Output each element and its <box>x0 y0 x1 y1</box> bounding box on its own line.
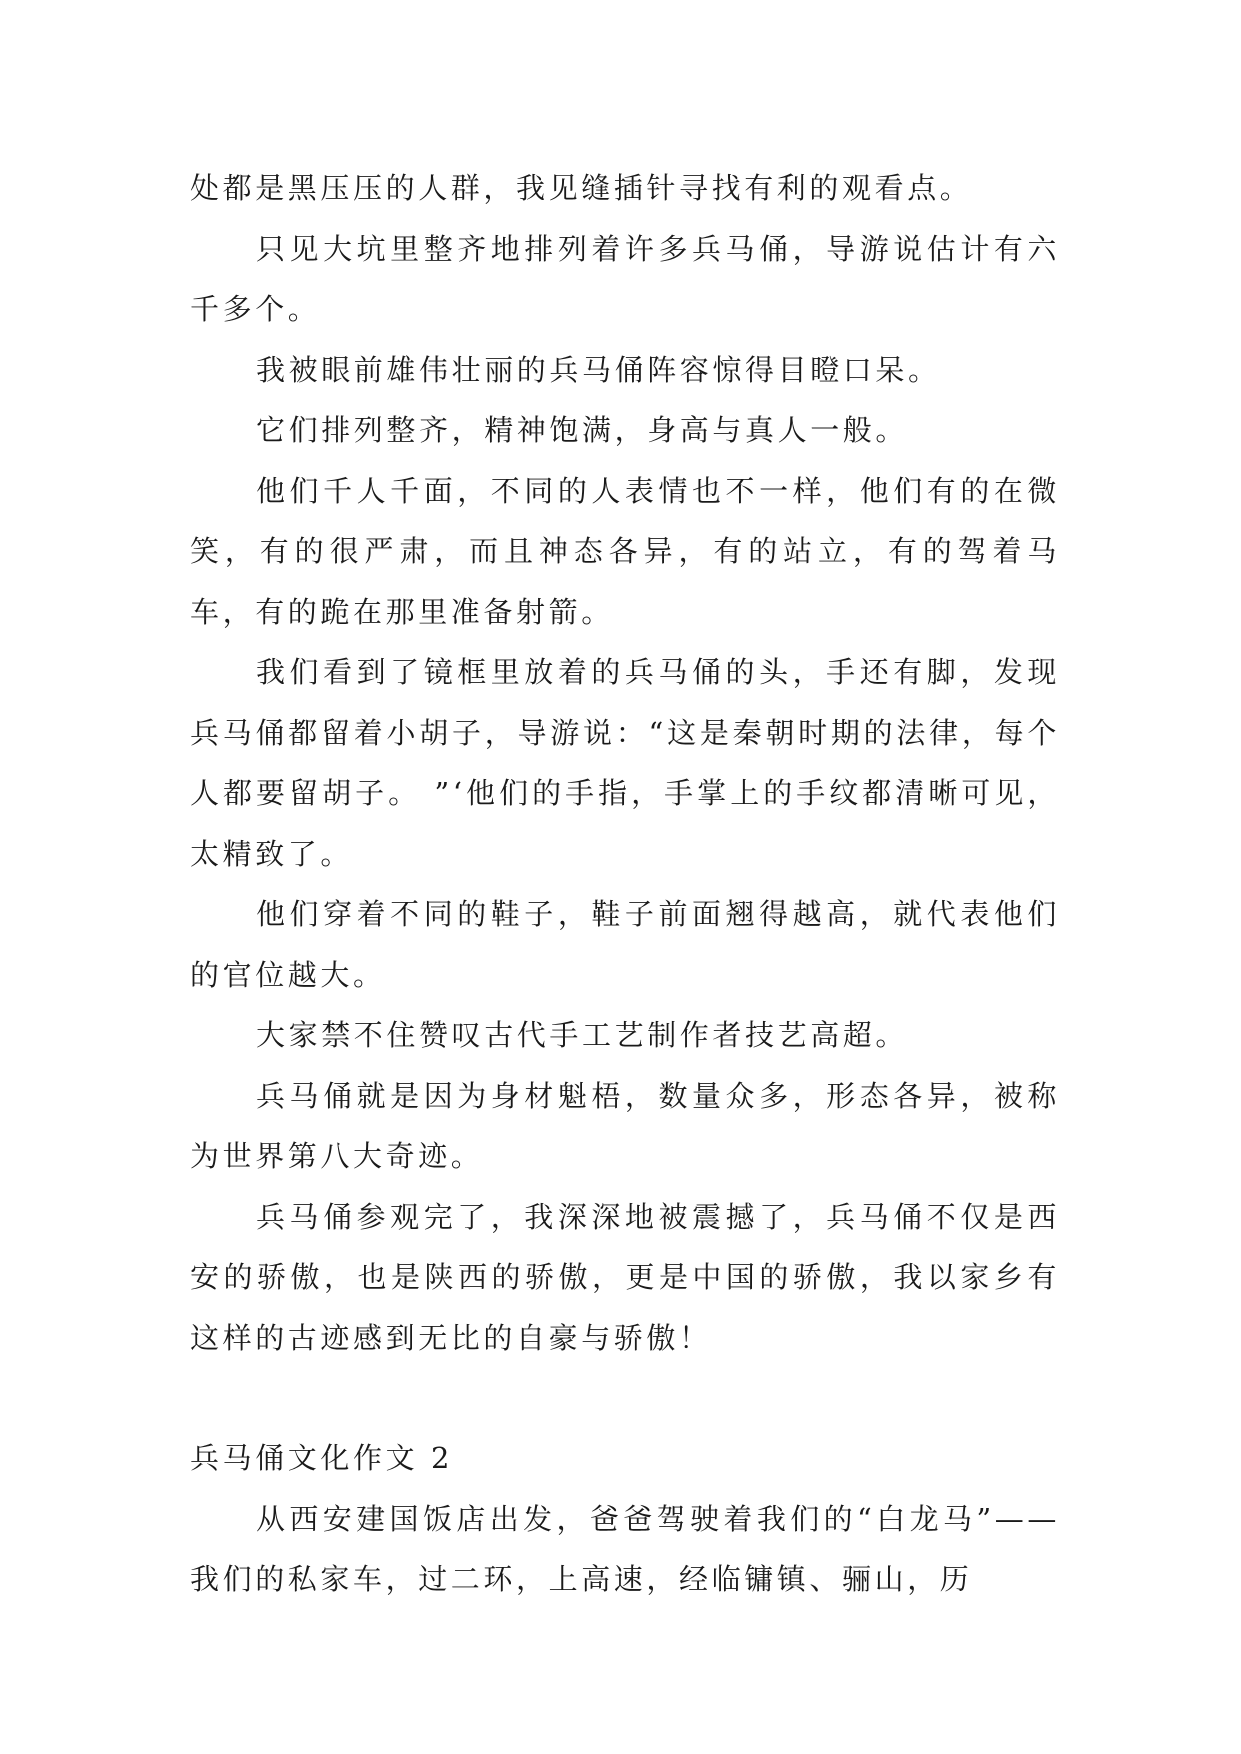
document-body <box>190 158 1060 1610</box>
paragraph-4: 它们排列整齐，精神饱满，身高与真人一般。 <box>256 413 909 447</box>
paragraph-7: 他们穿着不同的鞋子，鞋子前面翘得越高，就代表他们的官位越大。 <box>190 897 1060 992</box>
paragraph-5: 他们千人千面，不同的人表情也不一样，他们有的在微笑，有的很严肃，而且神态各异，有的站立，有的驾着马车，有的跪在那里准备射箭。 <box>190 473 1060 629</box>
paragraph-2: 只见大坑里整齐地排列着许多兵马俑，导游说估计有六千多个。 <box>190 231 1060 326</box>
paragraph-10: 兵马俑参观完了，我深深地被震撼了，兵马俑不仅是西安的骄傲，也是陕西的骄傲，更是中国的骄傲，我以家乡有这样的古迹感到无比的自豪与骄傲！ <box>190 1199 1060 1355</box>
paragraph-6: 我们看到了镜框里放着的兵马俑的头，手还有脚，发现兵马俑都留着小胡子，导游说：“这是秦朝时期的法律，每个人都要留胡子。 ”‘他们的手指，手掌上的手纹都清晰可见，太精致了。 <box>190 655 1060 871</box>
paragraph-9: 兵马俑就是因为身材魁梧，数量众多，形态各异，被称为世界第八大奇迹。 <box>190 1078 1060 1173</box>
section-title: 兵马俑文化作文 2 <box>190 1441 454 1475</box>
paragraph-1: 处都是黑压压的人群，我见缝插针寻找有利的观看点。 <box>190 171 973 205</box>
paragraph-3: 我被眼前雄伟壮丽的兵马俑阵容惊得目瞪口呆。 <box>256 352 941 387</box>
section-2-paragraph: 从西安建国饭店出发，爸爸驾驶着我们的“白龙马”——我们的私家车，过二环，上高速，经临镛镇、骊山，历 <box>190 1501 1060 1596</box>
paragraph-8: 大家禁不住赞叹古代手工艺制作者技艺高超。 <box>256 1018 909 1052</box>
